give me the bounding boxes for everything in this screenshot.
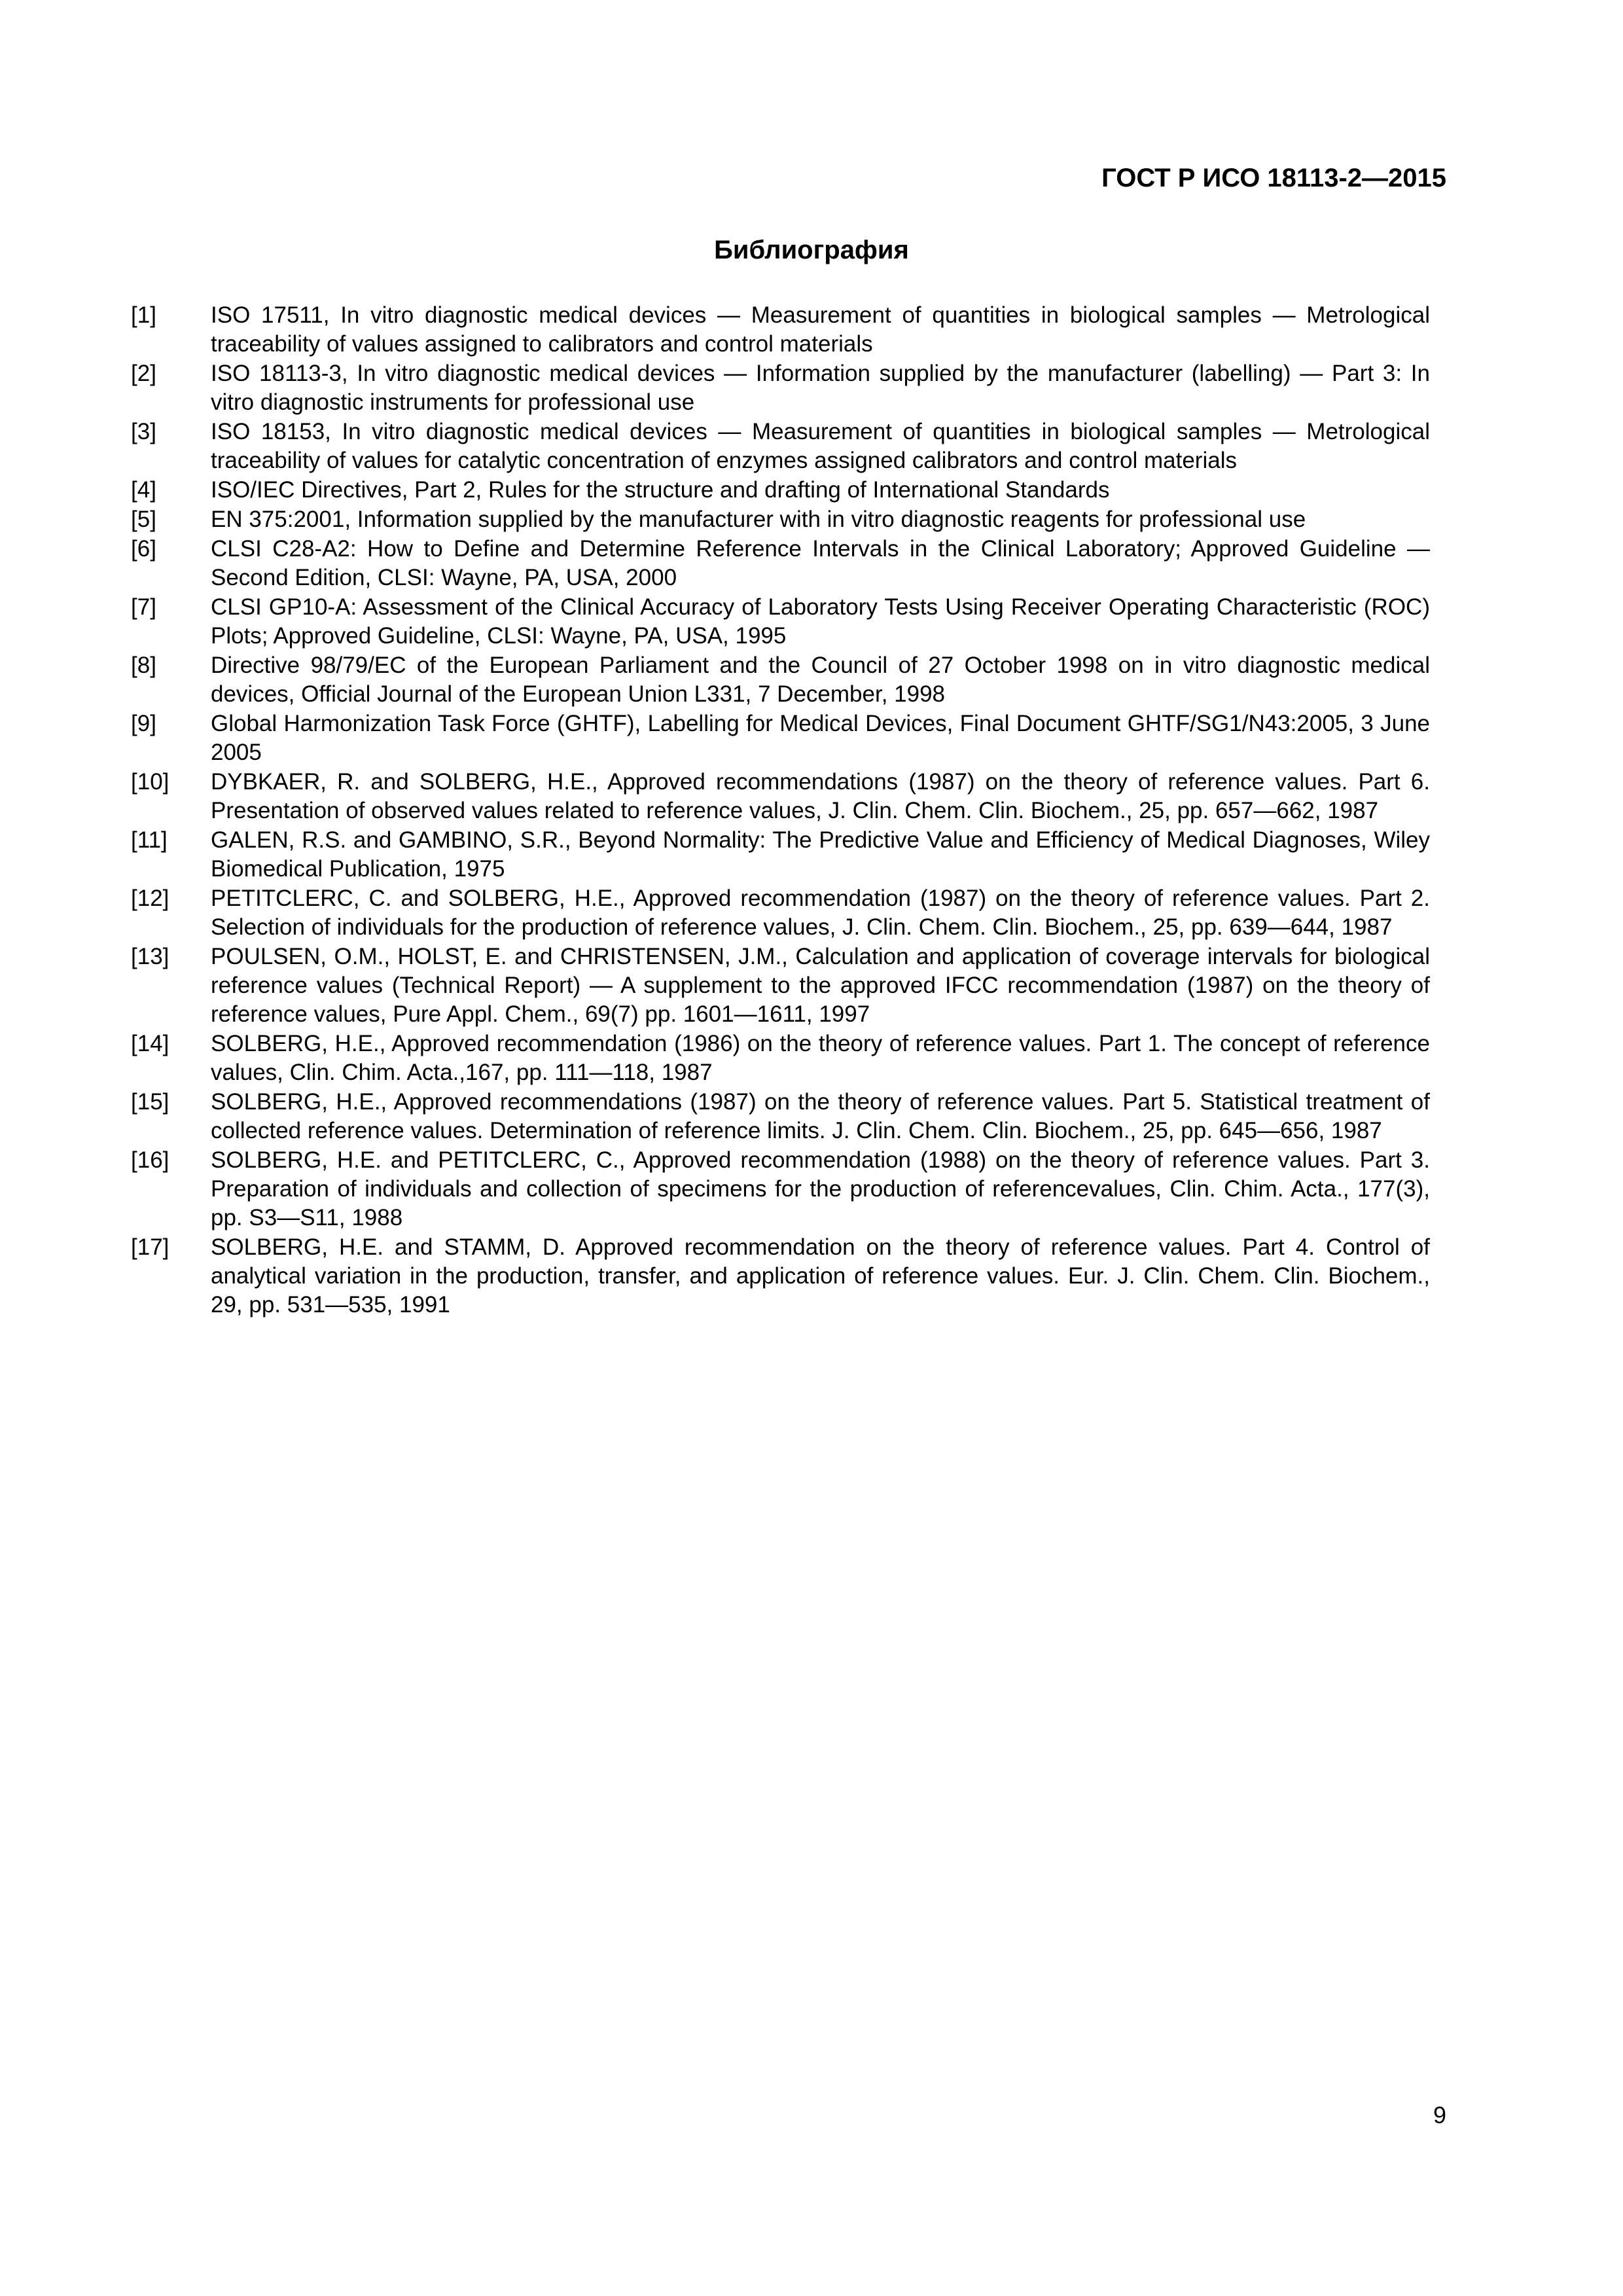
document-code: ГОСТ Р ИСО 18113-2—2015 — [1101, 164, 1446, 192]
entry-text: GALEN, R.S. and GAMBINO, S.R., Beyond Normality: The Predictive Value and Efficiency of Medical Diagnoses, Wiley Biomedical Publication, 1975 — [211, 827, 1430, 882]
entry-number: [8] — [131, 653, 156, 678]
entry-number: [13] — [131, 944, 169, 969]
bibliography-entry — [131, 942, 1430, 1029]
entry-text: CLSI C28-A2: How to Define and Determine Reference Intervals in the Clinical Laboratory; Approved Guideline — Second Edition, CLSI: Wayne, PA, USA, 2000 — [211, 536, 1430, 590]
entry-number: [1] — [131, 302, 156, 328]
entry-number: [4] — [131, 477, 156, 503]
bibliography-entry — [131, 884, 1430, 942]
page-number: 9 — [1433, 2102, 1446, 2128]
entry-text: SOLBERG, H.E., Approved recommendations (1987) on the theory of reference values. Part 5. Statistical treatment of collected reference values. Determination of reference limits. J. Clin. Chem. Clin. Biochem., 25, pp. 645—656, 1987 — [211, 1089, 1430, 1143]
bibliography-entry — [131, 593, 1430, 651]
entry-number: [12] — [131, 886, 169, 911]
entry-text: Directive 98/79/EC of the European Parliament and the Council of 27 October 1998 on in vitro diagnostic medical devices, Official Journal of the European Union L331, 7 December, 1998 — [211, 653, 1430, 707]
bibliography-list — [131, 301, 1430, 1320]
bibliography-entry — [131, 1030, 1430, 1087]
entry-number: [6] — [131, 536, 156, 562]
bibliography-entry — [131, 359, 1430, 417]
entry-text: ISO/IEC Directives, Part 2, Rules for the structure and drafting of International Standards — [211, 477, 1110, 503]
section-heading: Библиография — [714, 236, 909, 264]
bibliography-entry — [131, 768, 1430, 825]
entry-number: [5] — [131, 507, 156, 532]
entry-text: ISO 18113-3, In vitro diagnostic medical devices — Information supplied by the manufacturer (labelling) — Part 3: In vitro diagnostic instruments for professional use — [211, 361, 1430, 415]
bibliography-entry — [131, 535, 1430, 592]
entry-text: CLSI GP10-A: Assessment of the Clinical Accuracy of Laboratory Tests Using Receiver Operating Characteristic (ROC) Plots; Approved Guideline, CLSI: Wayne, PA, USA, 1995 — [211, 594, 1430, 649]
entry-number: [9] — [131, 711, 156, 736]
entry-number: [14] — [131, 1031, 169, 1056]
bibliography-entry — [131, 476, 1430, 505]
entry-number: [2] — [131, 361, 156, 386]
entry-text: PETITCLERC, C. and SOLBERG, H.E., Approved recommendation (1987) on the theory of reference values. Part 2. Selection of individuals for the production of reference values, J. Clin. Chem. Clin. Biochem., 25, pp. 639—644, 1987 — [211, 886, 1430, 940]
entry-text: SOLBERG, H.E. and STAMM, D. Approved recommendation on the theory of reference values. Part 4. Control of analytical variation in the production, transfer, and application of reference values. Eur. J. Clin. Chem. Clin. Biochem., 29, pp. 531—535, 1991 — [211, 1234, 1430, 1318]
bibliography-entry — [131, 301, 1430, 359]
entry-number: [11] — [131, 827, 168, 853]
bibliography-entry — [131, 709, 1430, 767]
entry-number: [3] — [131, 419, 156, 444]
entry-number: [16] — [131, 1147, 169, 1173]
entry-text: POULSEN, O.M., HOLST, E. and CHRISTENSEN, J.M., Calculation and application of coverage intervals for biological reference values (Technical Report) — A supplement to the approved IFCC recommendation (1987) on the theory of reference values, Pure Appl. Chem., 69(7) pp. 1601—1611, 1997 — [211, 944, 1430, 1027]
entry-text: EN 375:2001, Information supplied by the manufacturer with in vitro diagnostic reagents for professional use — [211, 507, 1306, 532]
entry-number: [17] — [131, 1234, 169, 1260]
entry-number: [7] — [131, 594, 156, 620]
entry-text: SOLBERG, H.E., Approved recommendation (1986) on the theory of reference values. Part 1. The concept of reference values, Clin. Chim. Acta.,167, pp. 111—118, 1987 — [211, 1031, 1430, 1085]
bibliography-entry — [131, 1146, 1430, 1232]
bibliography-entry — [131, 505, 1430, 534]
entry-number: [10] — [131, 769, 169, 795]
entry-text: DYBKAER, R. and SOLBERG, H.E., Approved recommendations (1987) on the theory of reference values. Part 6. Presentation of observed values related to reference values, J. Clin. Chem. Clin. Biochem., 25, pp. 657—662, 1987 — [211, 769, 1430, 823]
entry-number: [15] — [131, 1089, 169, 1115]
entry-text: ISO 17511, In vitro diagnostic medical devices — Measurement of quantities in biological samples — Metrological traceability of values assigned to calibrators and control materials — [211, 302, 1430, 357]
bibliography-entry — [131, 418, 1430, 475]
bibliography-entry — [131, 1088, 1430, 1145]
bibliography-entry — [131, 826, 1430, 884]
entry-text: SOLBERG, H.E. and PETITCLERC, C., Approved recommendation (1988) on the theory of reference values. Part 3. Preparation of individuals and collection of specimens for the production of referencevalues, Clin. Chim. Acta., 177(3), pp. S3—S11, 1988 — [211, 1147, 1430, 1230]
entry-text: Global Harmonization Task Force (GHTF), Labelling for Medical Devices, Final Document GHTF/SG1/N43:2005, 3 June 2005 — [211, 711, 1430, 765]
entry-text: ISO 18153, In vitro diagnostic medical devices — Measurement of quantities in biological samples — Metrological traceability of values for catalytic concentration of enzymes assigned calibrators and control materials — [211, 419, 1430, 473]
bibliography-entry — [131, 1233, 1430, 1319]
bibliography-entry — [131, 651, 1430, 709]
